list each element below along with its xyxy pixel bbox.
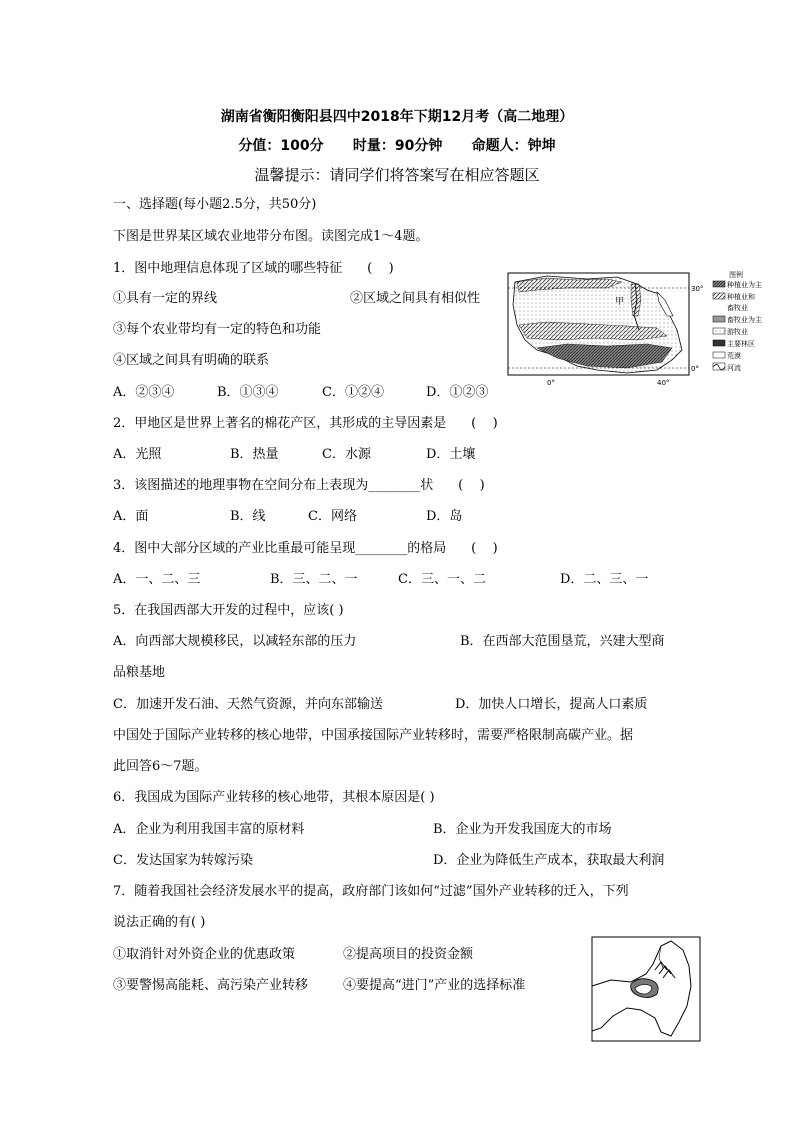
legend-swatch-cropping: [713, 281, 725, 287]
question-6-stem: 6．我国成为国际产业转移的核心地带，其根本原因是( ): [113, 790, 435, 805]
question-2-stem: 2．甲地区是世界上著名的棉花产区，其形成的主导因素是 ( ): [113, 416, 498, 431]
intro-text-2-line-2: 此回答6～7题。: [113, 759, 208, 774]
q2-option-a: A．光照: [113, 447, 162, 462]
q5-option-d: D．加快人口增长，提高人口素质: [455, 697, 648, 712]
q1-statement-1: ①具有一定的界线: [113, 291, 218, 306]
question-7-stem-line-1: 7．随着我国社会经济发展水平的提高，政府部门该如何“过滤”国外产业转移的迁入，下列: [113, 884, 629, 899]
legend-item-0: 种植业为主: [727, 281, 762, 289]
map-label-jia: 甲: [615, 297, 625, 307]
q6-option-a: A．企业为利用我国丰富的原材料: [113, 822, 305, 837]
q5-option-a: A．向西部大规模移民，以减轻东部的压力: [113, 634, 357, 649]
legend-swatch-desert: [713, 352, 725, 358]
legend-swatch-nomadic: [713, 328, 725, 334]
q3-option-d: D．岛: [426, 509, 463, 524]
q6-option-d: D．企业为降低生产成本，获取最大利润: [433, 853, 665, 868]
legend-title: 图例: [729, 271, 743, 279]
q1-option-c: C．①②④: [322, 385, 384, 400]
legend-item-7: 河流: [727, 364, 741, 372]
q1-statement-3: ③每个农业带均有一定的特色和功能: [113, 322, 322, 337]
q7-statement-2: ②提高项目的投资金额: [343, 947, 474, 962]
legend-swatch-forest: [713, 340, 725, 346]
q1-option-d: D．①②③: [426, 385, 489, 400]
q7-statement-4: ④要提高“进门”产业的选择标准: [343, 978, 526, 993]
legend-item-2: 畜牧业: [727, 304, 748, 312]
region-outline-map: [591, 936, 701, 1042]
q7-statement-3: ③要警惕高能耗、高污染产业转移: [113, 978, 309, 993]
legend-swatch-river: [713, 365, 725, 370]
q4-option-a: A．一、二、三: [113, 572, 201, 587]
q2-option-c: C．水源: [322, 447, 371, 462]
legend-swatch-livestock: [713, 316, 725, 322]
agriculture-zone-map: [507, 270, 775, 388]
q4-option-c: C．三、一、二: [398, 572, 486, 587]
q5-option-c: C．加速开发石油、天然气资源，并向东部输送: [113, 697, 383, 712]
section-heading: 一、选择题(每小题2.5分，共50分): [113, 197, 317, 212]
q6-option-c: C．发达国家为转嫁污染: [113, 853, 253, 868]
question-4-stem: 4．图中大部分区域的产业比重最可能呈现________的格局 ( ): [113, 541, 498, 556]
q3-option-c: C．网络: [308, 509, 357, 524]
map-latitude-30: 30°: [691, 285, 704, 293]
question-5-stem: 5．在我国西部大开发的过程中，应该( ): [113, 603, 344, 618]
map-longitude-40: 40°: [657, 379, 670, 387]
q4-option-b: B．三、二、一: [270, 572, 358, 587]
question-3-stem: 3．该图描述的地理事物在空间分布上表现为________状 ( ): [113, 478, 485, 493]
q5-option-b-continued: 品粮基地: [113, 665, 166, 680]
q1-statement-4: ④区域之间具有明确的联系: [113, 353, 270, 368]
exam-title: 湖南省衡阳衡阳县四中2018年下期12月考（高二地理）: [220, 109, 574, 125]
exam-meta: 分值：100分 时量：90分钟 命题人：钟坤: [238, 138, 556, 154]
legend-item-1: 种植业和: [727, 293, 755, 301]
q1-option-b: B．①③④: [217, 385, 279, 400]
question-1-stem: 1．图中地理信息体现了区域的哪些特征 ( ): [113, 261, 394, 276]
intro-text-2-line-1: 中国处于国际产业转移的核心地带，中国承接国际产业转移时，需要严格限制高碳产业。据: [113, 728, 634, 743]
q7-statement-1: ①取消针对外资企业的优惠政策: [113, 947, 296, 962]
map-longitude-0: 0°: [547, 379, 555, 387]
legend-item-3: 畜牧业为主: [727, 316, 762, 324]
q1-option-a: A．②③④: [113, 385, 175, 400]
exam-tip: 温馨提示：请同学们将答案写在相应答题区: [254, 166, 540, 184]
legend-item-4: 游牧业: [727, 328, 748, 336]
intro-text: 下图是世界某区域农业地带分布图。读图完成1～4题。: [113, 229, 429, 244]
q2-option-d: D．土壤: [426, 447, 476, 462]
q6-option-b: B．企业为开发我国庞大的市场: [433, 822, 612, 837]
q3-option-b: B．线: [230, 509, 266, 524]
legend-item-6: 荒漠: [727, 352, 741, 360]
question-7-stem-line-2: 说法正确的有( ): [113, 915, 206, 930]
map-latitude-0: 0°: [691, 365, 699, 373]
legend-swatch-mixed: [713, 293, 725, 299]
q5-option-b: B．在西部大范围垦荒，兴建大型商: [460, 634, 665, 649]
q3-option-a: A．面: [113, 509, 149, 524]
legend-item-5: 主要林区: [727, 340, 755, 348]
q2-option-b: B．热量: [230, 447, 279, 462]
q4-option-d: D．二、三、一: [560, 572, 649, 587]
q1-statement-2: ②区域之间具有相似性: [350, 291, 481, 306]
